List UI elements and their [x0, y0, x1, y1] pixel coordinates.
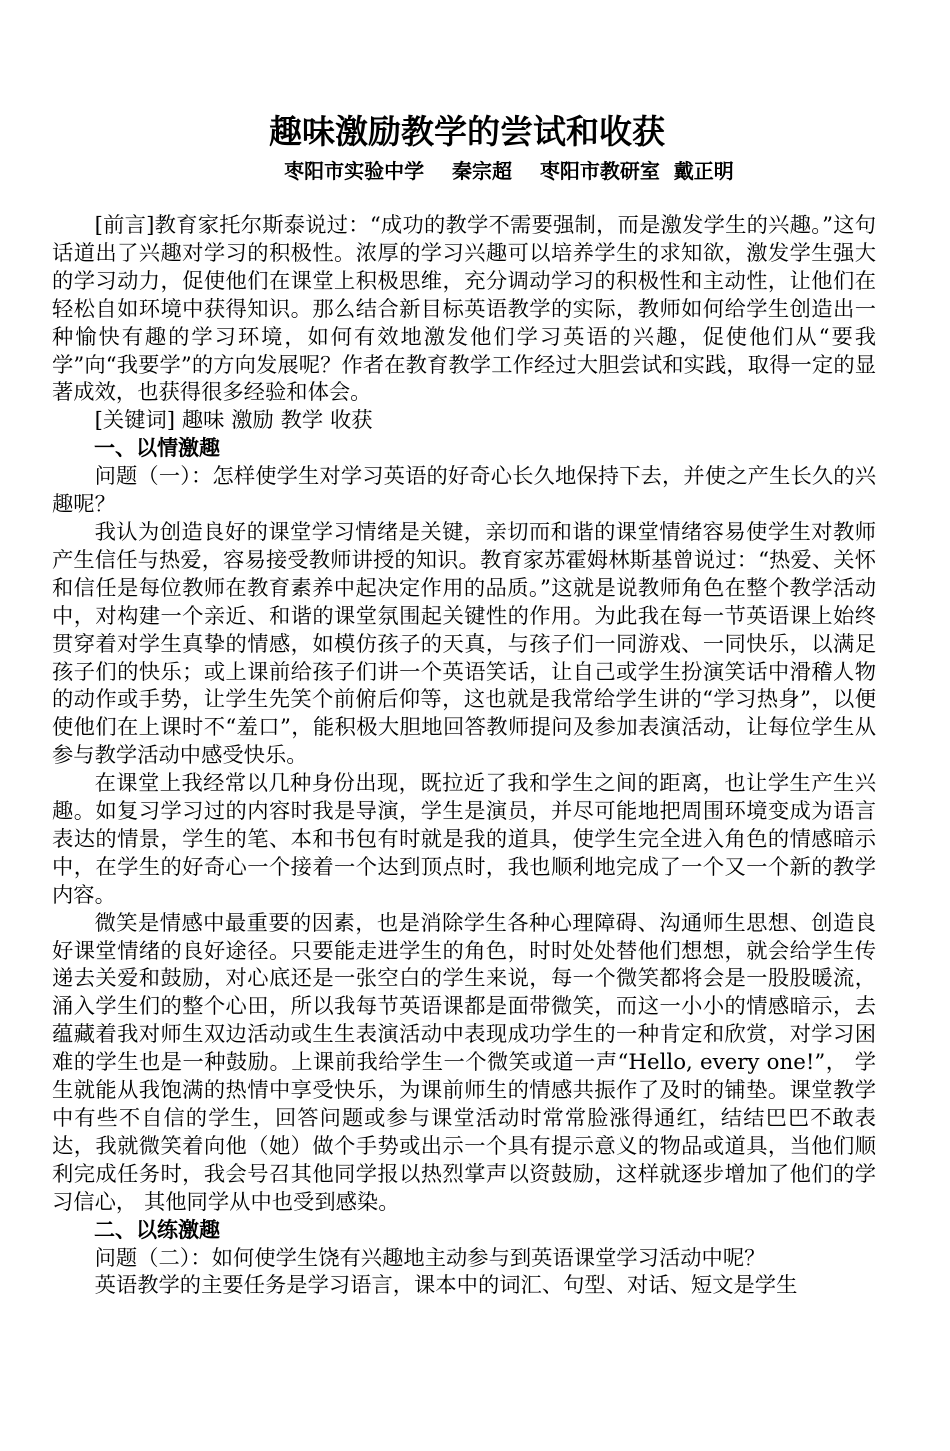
- document-authors: 枣阳市实验中学 秦宗超 枣阳市教研室 戴正明: [284, 159, 734, 183]
- section-heading-1: 一、以情激趣: [94, 436, 220, 461]
- section1-paragraph-3: 微笑是情感中最重要的因素，也是消除学生各种心理障碍、沟通师生思想、创造良好课堂情绪的良好途径。只要能走进学生的角色，时时处处替他们想想，就会给学生传递去关爱和鼓励，对心底还是一张空白的学生来说，每一个微笑都将会是一股股暖流，涌入学生们的整个心田，所以我每节英语课都是面带微笑，而这一小小的情感暗示，去蕴藏着我对师生双边活动或生生表演活动中表现成功学生的一种肯定和欣赏，对学习困难的学生也是一种鼓励。上课前我给学生一个微笑或道一声“Hello, every one!”， 学生就能从我饱满的热情中享受快乐，为课前师生的情感共振作了及时的铺垫。课堂教学中有些不自信的学生，回答问题或参与课堂活动时常常脸涨得通红，结结巴巴不敢表达，我就微笑着向他（她）做个手势或出示一个具有提示意义的物品或道具，当他们顺利完成任务时，我会号召其他同学报以热烈掌声以资鼓励，这样就逐步增加了他们的学习信心， 其他同学从中也受到感染。: [52, 910, 876, 1215]
- keywords-line: [关键词] 趣味 激励 教学 收获: [94, 408, 373, 434]
- section1-paragraph-2: 在课堂上我经常以几种身份出现，既拉近了我和学生之间的距离，也让学生产生兴趣。如复习学习过的内容时我是导演，学生是演员，并尽可能地把周围环境变成为语言表达的情景，学生的笔、本和书包有时就是我的道具，使学生完全进入角色的情感暗示中，在学生的好奇心一个接着一个达到顶点时，我也顺利地完成了一个又一个新的教学内容。: [52, 771, 876, 908]
- document-title: 趣味激励教学的尝试和收获: [269, 112, 665, 151]
- section2-question: 问题（二）：如何使学生饶有兴趣地主动参与到英语课堂学习活动中呢？: [94, 1245, 766, 1271]
- preface-paragraph: [前言]教育家托尔斯泰说过：“成功的教学不需要强制，而是激发学生的兴趣。”这句话道出了兴趣对学习的积极性。浓厚的学习兴趣可以培养学生的求知欲，激发学生强大的学习动力，促使他们在课堂上积极思维，充分调动学习的积极性和主动性，让他们在轻松自如环境中获得知识。那么结合新目标英语教学的实际，教师如何给学生创造出一种愉快有趣的学习环境，如何有效地激发他们学习英语的兴趣，促使他们从“要我学”向“我要学”的方向发展呢？作者在教育教学工作经过大胆尝试和实践，取得一定的显著成效，也获得很多经验和体会。: [52, 213, 876, 406]
- document-page: [52, 108, 876, 1300]
- section-heading-2: 二、以练激趣: [94, 1217, 220, 1242]
- section1-paragraph-1: 我认为创造良好的课堂学习情绪是关键，亲切而和谐的课堂情绪容易使学生对教师产生信任与热爱，容易接受教师讲授的知识。教育家苏霍姆林斯基曾说过：“热爱、关怀和信任是每位教师在教育素养中起决定作用的品质。”这就是说教师角色在整个教学活动中，对构建一个亲近、和谐的课堂氛围起关键性的作用。为此我在每一节英语课上始终贯穿着对学生真挚的情感，如模仿孩子的天真，与孩子们一同游戏、一同快乐，以满足孩子们的快乐；或上课前给孩子们讲一个英语笑话，让自己或学生扮演笑话中滑稽人物的动作或手势，让学生先笑个前俯后仰等，这也就是我常给学生讲的“学习热身”，以便使他们在上课时不“羞口”，能积极大胆地回答教师提问及参加表演活动，让每位学生从参与教学活动中感受快乐。: [52, 519, 876, 769]
- section1-question: 问题（一）：怎样使学生对学习英语的好奇心长久地保持下去，并使之产生长久的兴趣呢？: [52, 464, 876, 518]
- section2-paragraph-1: 英语教学的主要任务是学习语言，课本中的词汇、句型、对话、短文是学生: [94, 1273, 798, 1299]
